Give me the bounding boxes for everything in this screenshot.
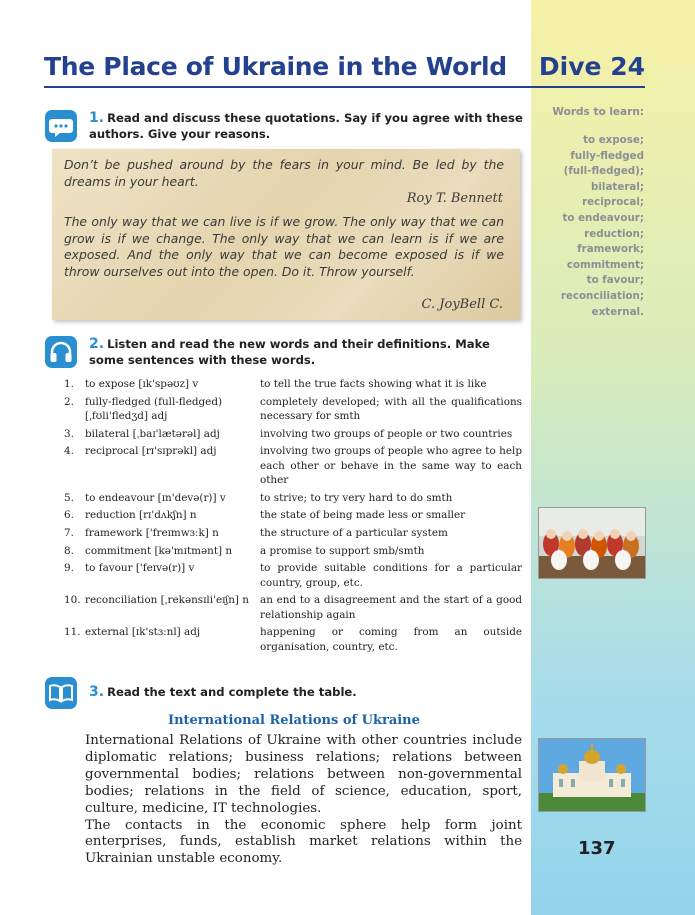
speech-bubble-icon bbox=[45, 110, 77, 142]
headphones-icon bbox=[45, 336, 77, 368]
paragraph: International Relations of Ukraine with other countries include diplomatic relations; business relations; relations between governmental bodies; relations between non-governmental bodies; relations in the field of science, education, sport, culture, medicine, IT technologies. bbox=[85, 733, 522, 816]
task-number: 1. bbox=[89, 110, 105, 126]
vocab-row bbox=[64, 377, 524, 391]
book-icon bbox=[45, 677, 77, 709]
vocab-definition: the structure of a particular system bbox=[260, 527, 448, 540]
vocab-definition: to provide suitable conditions for a particular country, group, etc. bbox=[260, 562, 522, 589]
task-2-instruction bbox=[89, 337, 524, 368]
vocab-term: framework ['freɪmwɜːk] n bbox=[85, 527, 219, 540]
vocab-number: 2. bbox=[64, 395, 74, 408]
vocab-term: fully-fledged (full-fledged) [ˌfʊli'fledʒd] adj bbox=[85, 395, 223, 422]
vocab-term: commitment [kə'mɪtmənt] n bbox=[85, 544, 233, 557]
vocab-definition: involving two groups of people who agree to help each other or behave in the same way to each other bbox=[260, 445, 522, 486]
word-item: to endeavour; bbox=[562, 211, 644, 224]
vocab-number: 6. bbox=[64, 509, 74, 522]
vocab-number: 3. bbox=[64, 427, 74, 440]
vocab-term: to favour ['feɪvə(r)] v bbox=[85, 562, 195, 575]
vocab-term: to endeavour [ɪn'devə(r)] v bbox=[85, 491, 226, 504]
quote-author: C. JoyBell C. bbox=[421, 297, 503, 312]
quote-text: Don’t be pushed around by the fears in your mind. Be led by the dreams in your heart. bbox=[64, 157, 504, 189]
dive-label: Dive 24 bbox=[538, 52, 645, 81]
vocab-definition: happening or coming from an outside organisation, country, etc. bbox=[260, 626, 522, 653]
word-item: bilateral; bbox=[591, 180, 644, 193]
word-item: reconciliation; bbox=[560, 289, 644, 302]
vocab-term: to expose [ɪk'spəʊz] v bbox=[85, 378, 199, 390]
page-number: 137 bbox=[578, 838, 616, 859]
vocab-definition: a promise to support smb/smth bbox=[260, 544, 425, 557]
title-divider bbox=[44, 86, 645, 88]
vocab-row bbox=[64, 427, 524, 441]
word-item: to favour; bbox=[586, 274, 644, 287]
word-item: reduction; bbox=[584, 227, 644, 240]
word-item: reciprocal; bbox=[582, 196, 644, 209]
vocab-definition: involving two groups of people or two countries bbox=[260, 427, 513, 440]
word-item: fully-fledged (full-fledged); bbox=[563, 149, 644, 178]
word-item: external. bbox=[591, 305, 644, 318]
vocab-number: 9. bbox=[64, 562, 74, 575]
vocab-number: 7. bbox=[64, 527, 74, 540]
task-1-instruction bbox=[89, 111, 524, 142]
task-number: 3. bbox=[89, 684, 105, 700]
vocab-row bbox=[64, 395, 524, 424]
task-text: Listen and read the new words and their definitions. Make some sentences with these words. bbox=[89, 337, 490, 367]
vocab-term: reciprocal [rɪ'sɪprəkl] adj bbox=[85, 445, 217, 458]
task-text: Read the text and complete the table. bbox=[107, 685, 357, 699]
vocab-number: 4. bbox=[64, 445, 74, 458]
vocab-row bbox=[64, 544, 524, 558]
task-text: Read and discuss these quotations. Say if you agree with these authors. Give your reasons. bbox=[89, 111, 523, 141]
word-item: framework; bbox=[577, 243, 644, 256]
task-number: 2. bbox=[89, 336, 105, 352]
vocab-row bbox=[64, 491, 524, 505]
vocab-number: 11. bbox=[64, 626, 81, 639]
vocab-row bbox=[64, 526, 524, 540]
vocab-definition: to strive; to try very hard to do smth bbox=[260, 491, 453, 504]
paragraph: The contacts in the economic sphere help form joint enterprises, funds, establish market relations within the Ukrainian unstable economy. bbox=[85, 817, 522, 867]
word-item: to expose; bbox=[583, 134, 644, 146]
vocab-term: external [ɪk'stɜːnl] adj bbox=[85, 626, 201, 639]
reading-text bbox=[85, 733, 522, 868]
vocab-term: reconciliation [ˌrekənsɪli'eɪʃn] n bbox=[85, 594, 249, 607]
vocab-term: reduction [rɪ'dʌkʃn] n bbox=[85, 509, 197, 522]
vocab-row bbox=[64, 561, 524, 590]
folk-dolls-photo bbox=[538, 507, 646, 579]
vocab-number: 8. bbox=[64, 544, 74, 557]
word-item: commitment; bbox=[566, 258, 644, 271]
task-3-instruction bbox=[89, 685, 524, 701]
vocab-row bbox=[64, 444, 524, 487]
vocab-definition: completely developed; with all the qualifications necessary for smth bbox=[260, 395, 522, 422]
page-title: The Place of Ukraine in the World bbox=[44, 52, 507, 81]
vocab-row bbox=[64, 593, 524, 622]
vocab-definition: an end to a disagreement and the start of a good relationship again bbox=[260, 594, 522, 621]
vocab-term: bilateral [ˌbaɪ'lætərəl] adj bbox=[85, 427, 220, 440]
vocabulary-list bbox=[64, 377, 524, 657]
words-to-learn-heading: Words to learn: bbox=[552, 106, 644, 118]
vocab-definition: the state of being made less or smaller bbox=[260, 509, 466, 522]
vocab-row bbox=[64, 508, 524, 522]
vocab-definition: to tell the true facts showing what it is like bbox=[260, 378, 487, 390]
vocab-number: 5. bbox=[64, 491, 74, 504]
quote-author: Roy T. Bennett bbox=[406, 191, 503, 206]
vocab-row bbox=[64, 625, 524, 654]
words-to-learn-list bbox=[540, 133, 644, 320]
vocab-number: 10. bbox=[64, 594, 81, 607]
vocab-number: 1. bbox=[64, 378, 74, 390]
text-heading: International Relations of Ukraine bbox=[168, 713, 420, 728]
monastery-photo bbox=[538, 738, 646, 812]
quote-text: The only way that we can live is if we grow. The only way that we can grow is if we change. The only way that we can learn is if we are exposed. And the only way that we can become exposed is if we throw ourselves out into the open. Do it. Throw yourself. bbox=[64, 214, 504, 279]
